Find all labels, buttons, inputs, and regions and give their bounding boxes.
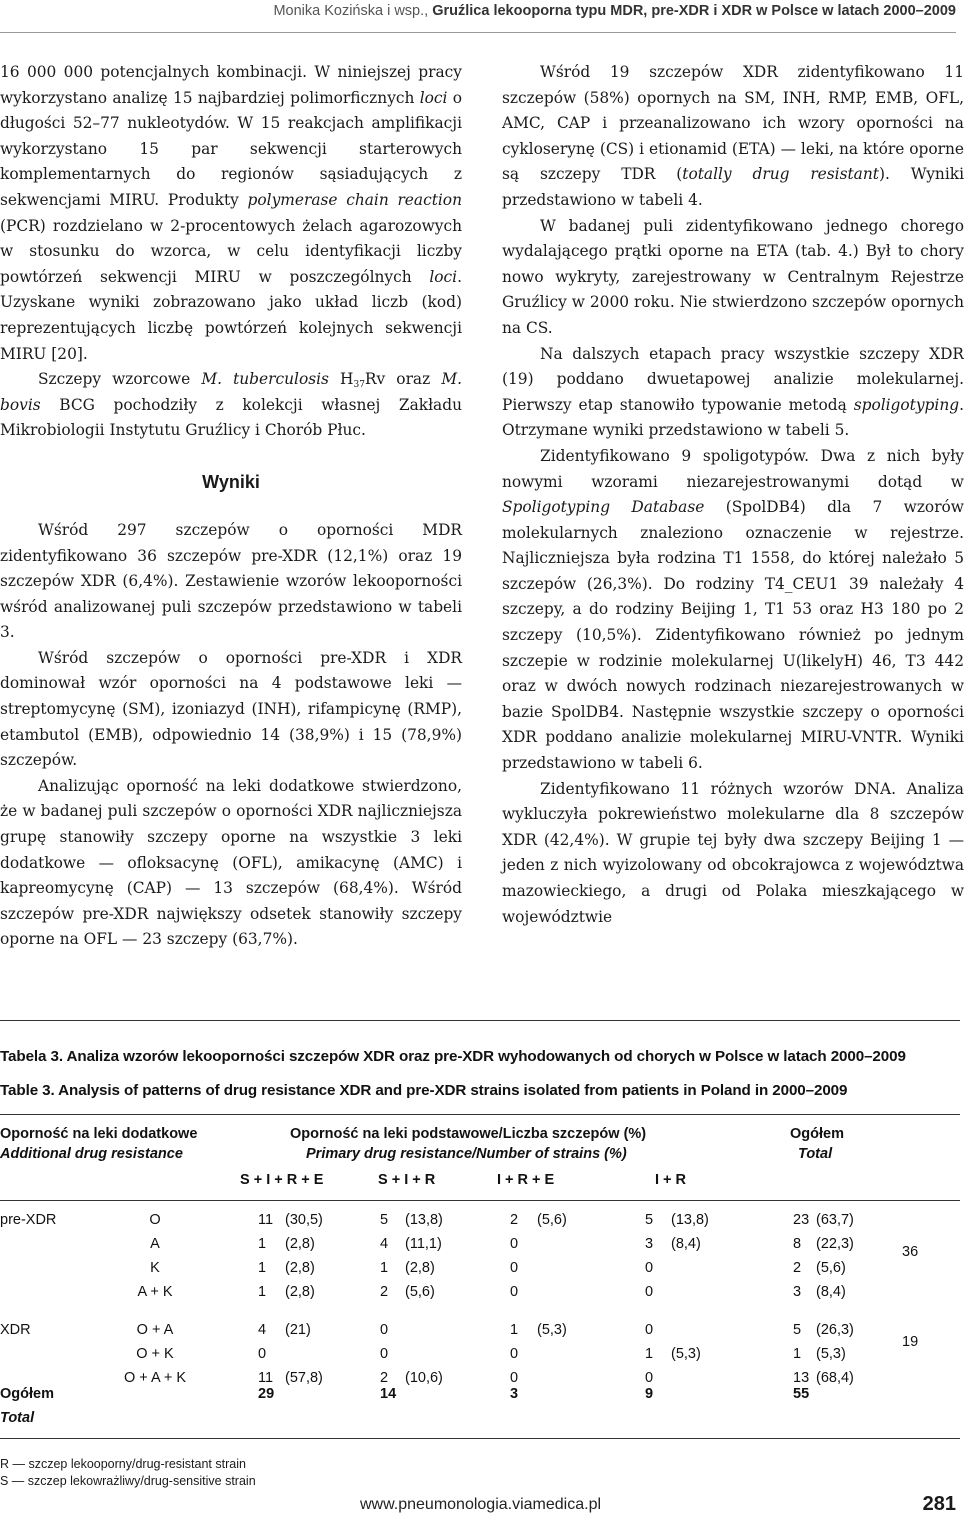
table-cell-tn: 2 bbox=[793, 1260, 802, 1276]
table-cell-c1n: 4 bbox=[258, 1322, 267, 1338]
table-cell-c1p: (2,8) bbox=[285, 1260, 315, 1276]
text-run: . Otrzymane wyniki przedstawiono w tabeli 5. bbox=[502, 395, 964, 440]
table-cell-drug: O + A + K bbox=[123, 1370, 187, 1386]
running-head bbox=[0, 0, 956, 22]
table-cell-c1n: 0 bbox=[258, 1346, 267, 1362]
table-cell-c1n: 11 bbox=[258, 1370, 274, 1386]
italic-run: loci bbox=[429, 267, 458, 286]
table-cell-c4n: 5 bbox=[645, 1212, 654, 1228]
right-paragraph-2: W badanej puli zidentyfikowano jednego chorego wydalającego prątki oporne na ETA (tab. 4.) Był to chory nowo wykryty, zarejestrowany w Centralnym Rejestrze Gruźlicy w 2000 roku. Nie stwierdzono szczepów opornych na CS. bbox=[502, 216, 964, 337]
total-cell-all: 55 bbox=[793, 1386, 810, 1402]
text-run: Rv oraz bbox=[364, 370, 442, 389]
table-cell-c1n: 1 bbox=[258, 1284, 267, 1300]
text-run: Szczepy wzorcowe bbox=[38, 370, 202, 389]
text-run: BCG pochodziły z kolekcji własnej Zakładu Mikrobiologii Instytutu Gruźlicy i Chorób Płuc. bbox=[0, 395, 462, 440]
table-cell-tp: (8,4) bbox=[816, 1284, 846, 1300]
italic-run: M. tuberculosis bbox=[201, 370, 329, 389]
section-heading: Wyniki bbox=[202, 471, 260, 492]
table-cell-c2p: (11,1) bbox=[405, 1236, 442, 1252]
table-cell-tn: 13 bbox=[793, 1370, 810, 1386]
table-cell-tn: 1 bbox=[793, 1346, 802, 1362]
table-cell-c2p: (5,6) bbox=[405, 1284, 435, 1300]
pre-xdr-group-total: 36 bbox=[902, 1244, 919, 1260]
footnotes bbox=[0, 1456, 256, 1490]
table-cell-c2n: 0 bbox=[380, 1346, 389, 1362]
left-paragraph-3: Wśród 297 szczepów o oporności MDR zidentyfikowano 36 szczepów pre-XDR (12,1%) oraz 19 szczepów XDR (6,4%). Zestawienie wzorów lekooporności wśród analizowanej puli szczepów przedstawiono w tabeli 3. bbox=[0, 520, 462, 642]
table-cell-drug: K bbox=[150, 1260, 160, 1276]
right-paragraph-5: Zidentyfikowano 11 różnych wzorów DNA. Analiza wykluczyła pokrewieństwo molekularne dla 8 szczepów XDR (42,4%). W grupie tej były dwa szczepy Beijing 1 — jeden z nich wyizolowany od obcokrajowca z województwa mazowieckiego, a drugi od Polaka mieszkającego w województwie bbox=[502, 779, 964, 926]
header-additional-pl: Oporność na leki dodatkowe bbox=[0, 1126, 198, 1142]
subheader-ire: I + R + E bbox=[497, 1172, 555, 1188]
table-cell-c4n: 0 bbox=[645, 1284, 654, 1300]
xdr-group-total: 19 bbox=[902, 1334, 919, 1350]
table-cell-c1p: (21) bbox=[285, 1322, 311, 1338]
table-cell-c1n: 11 bbox=[258, 1212, 274, 1228]
total-row-label-pl: Ogółem bbox=[0, 1386, 54, 1402]
header-total-en: Total bbox=[798, 1146, 833, 1162]
text-run: Wśród 19 szczepów XDR zidentyfikowano 11 szczepów (58%) opornych na SM, INH, RMP, EMB, OFL, AMC, CAP i przeanalizowano ich wzory oporności na cykloserynę (CS) i etionamid (ETA) — leki, na które oporne są szczepy TDR ( bbox=[502, 63, 964, 184]
table-bottom-rule bbox=[0, 1438, 960, 1439]
table-cell-c4p: (8,4) bbox=[671, 1236, 701, 1252]
table-cell-tp: (63,7) bbox=[816, 1212, 854, 1228]
table-cell-c3n: 0 bbox=[510, 1284, 519, 1300]
left-paragraph-2 bbox=[0, 367, 462, 444]
table-cell-c3n: 0 bbox=[510, 1370, 519, 1386]
header-primary-en: Primary drug resistance/Number of strains (%) bbox=[306, 1146, 627, 1162]
table-cell-c2n: 1 bbox=[380, 1260, 389, 1276]
left-paragraph-1 bbox=[0, 60, 462, 367]
table-cell-c4n: 3 bbox=[645, 1236, 654, 1252]
table-cell-drug: A + K bbox=[137, 1284, 173, 1300]
table-cell-c1p: (2,8) bbox=[285, 1236, 315, 1252]
table-cell-tn: 5 bbox=[793, 1322, 802, 1338]
table-cell-c3n: 0 bbox=[510, 1260, 519, 1276]
table-caption-pl: Tabela 3. Analiza wzorów lekooporności szczepów XDR oraz pre-XDR wyhodowanych od chorych w Polsce w latach 2000–2009 bbox=[0, 1048, 906, 1065]
table-cell-c2p: (13,8) bbox=[405, 1212, 443, 1228]
table-cell-tp: (68,4) bbox=[816, 1370, 854, 1386]
table-cell-c4n: 0 bbox=[645, 1322, 654, 1338]
italic-run: polymerase chain reaction bbox=[247, 190, 462, 209]
table-cell-c3n: 0 bbox=[510, 1236, 519, 1252]
table-cell-tn: 3 bbox=[793, 1284, 802, 1300]
table-cell-c2n: 2 bbox=[380, 1370, 389, 1386]
running-head-title: Gruźlica lekooporna typu MDR, pre-XDR i XDR w Polsce w latach 2000–2009 bbox=[432, 3, 956, 19]
left-paragraph-4: Wśród szczepów o oporności pre-XDR i XDR dominował wzór oporności na 4 podstawowe leki — streptomycynę (SM), izoniazyd (INH), rifampicynę (RMP), etambutol (EMB), odpowiednio 14 (38,9%) i 15 (78,9%) szczepów. bbox=[0, 648, 462, 770]
italic-run: M. bovis bbox=[0, 370, 462, 414]
table-cell-c2n: 5 bbox=[380, 1212, 389, 1228]
text-run: o długości 52–77 nukleotydów. W 15 reakcjach amplifikacji wykorzystano 15 par sekwencji starterowych komplementarnych do regionów sąsiadujących z sekwencjami MIRU. Produkty bbox=[0, 88, 462, 209]
table-cell-c3p: (5,6) bbox=[537, 1212, 567, 1228]
right-paragraph-3 bbox=[502, 342, 964, 444]
italic-run: loci bbox=[419, 88, 448, 107]
table-cell-c1n: 1 bbox=[258, 1260, 267, 1276]
left-paragraph-5: Analizując oporność na leki dodatkowe stwierdzono, że w badanej puli szczepów o oporności XDR najliczniejsza grupę stanowiły szczepy oporne na wszystkie 3 leki dodatkowe — ofloksacynę (OFL), amikacynę (AMC) i kapreomycynę (CAP) — 13 szczepów (68,4%). Wśród szczepów pre-XDR największy odsetek stanowiły szczepy oporne na OFL — 23 szczepy (63,7%). bbox=[0, 776, 462, 949]
right-paragraph-4 bbox=[502, 444, 964, 777]
text-run: ). Wyniki przedstawiono w tabeli 4. bbox=[502, 165, 964, 209]
italic-run: Spoligotyping Database bbox=[502, 498, 705, 517]
table-cell-tp: (5,3) bbox=[816, 1346, 846, 1362]
table-cell-drug: O + A bbox=[136, 1322, 174, 1338]
table-cell-c2p: (2,8) bbox=[405, 1260, 435, 1276]
subheader-sir: S + I + R bbox=[378, 1172, 436, 1188]
table-cell-c1p: (2,8) bbox=[285, 1284, 315, 1300]
text-run: (SpolDB4) dla 7 wzorów molekularnych znaleziono oznaczenie w rejestrze. Najliczniejsza była rodzina T1 1558, do której należało 5 szczepów (26,3%). Do rodziny T4_CEU1 39 należały 4 szczepy, a do rodziny Beijing 1, T1 53 oraz H3 180 po 2 szczepy (10,5%). Zidentyfikowano również po jednym szczepie w rodzinie molekularnej U(likelyH) 46, T3 442 oraz w dwóch nowych rodzinach niezarejestrowanych w bazie SpolDB4. Następnie wszystkie szczepy o oporności XDR poddano analizie molekularnej MIRU-VNTR. Wyniki przedstawiono w tabeli 6. bbox=[502, 498, 964, 773]
table-caption-rule bbox=[0, 1114, 960, 1115]
table-cell-c2n: 4 bbox=[380, 1236, 389, 1252]
table-cell-c1p: (57,8) bbox=[285, 1370, 323, 1386]
header-additional-en: Additional drug resistance bbox=[0, 1146, 183, 1162]
total-row-label-en: Total bbox=[0, 1410, 35, 1426]
table-cell-drug: O bbox=[149, 1212, 161, 1228]
text-run: H bbox=[328, 370, 354, 389]
table-cell-c4p: (5,3) bbox=[671, 1346, 701, 1362]
right-column bbox=[502, 60, 964, 930]
table-cell-c4p: (13,8) bbox=[671, 1212, 709, 1228]
table-caption-en: Table 3. Analysis of patterns of drug resistance XDR and pre-XDR strains isolated from patients in Poland in 2000–2009 bbox=[0, 1082, 848, 1099]
table-cell-c3n: 1 bbox=[510, 1322, 519, 1338]
header-primary-pl: Oporność na leki podstawowe/Liczba szczepów (%) bbox=[290, 1126, 647, 1142]
table-cell-c2p: (10,6) bbox=[405, 1370, 443, 1386]
table-header-rule bbox=[0, 1200, 960, 1201]
footnote-s: S — szczep lekowrażliwy/drug-sensitive strain bbox=[0, 1474, 256, 1488]
table-cell-drug: O + K bbox=[136, 1346, 174, 1362]
italic-run: spoligotyping bbox=[853, 395, 960, 414]
text-run: Na dalszych etapach pracy wszystkie szczepy XDR (19) poddano dwuetapowej analizie molekularnej. Pierwszy etap stanowiło typowanie metodą bbox=[502, 344, 964, 414]
header-divider bbox=[0, 32, 956, 33]
table-top-rule bbox=[0, 1020, 960, 1021]
table-cell-c4n: 0 bbox=[645, 1260, 654, 1276]
table-cell-c4n: 1 bbox=[645, 1346, 654, 1362]
table-cell-c1p: (30,5) bbox=[285, 1212, 323, 1228]
table-cell-c4n: 0 bbox=[645, 1370, 654, 1386]
table-cell-c2n: 0 bbox=[380, 1322, 389, 1338]
total-cell-sir: 14 bbox=[380, 1386, 397, 1402]
table-cell-c3n: 2 bbox=[510, 1212, 519, 1228]
text-run: Zidentyfikowano 9 spoligotypów. Dwa z nich były nowymi wzorami niezarejestrowanymi dotąd w bbox=[502, 446, 964, 491]
header-total-pl: Ogółem bbox=[790, 1126, 844, 1142]
table-cell-c2n: 2 bbox=[380, 1284, 389, 1300]
table-cell-tp: (26,3) bbox=[816, 1322, 854, 1338]
table-cell-c3n: 0 bbox=[510, 1346, 519, 1362]
text-run: . Uzyskane wyniki zobrazowano jako układ liczb (kod) reprezentujących liczbę powtórzeń kolejnych sekwencji MIRU [20]. bbox=[0, 267, 462, 363]
text-run: (PCR) rozdzielano w 2-procentowych żelach agarozowych w stosunku do wzorca, w celu identyfikacji liczby powtórzeń sekwencji MIRU w poszczególnych bbox=[0, 216, 462, 286]
text-run: 16 000 000 potencjalnych kombinacji. W niniejszej pracy wykorzystano analizę 15 najbardziej polimorficznych bbox=[0, 63, 462, 107]
italic-run: totally drug resistant bbox=[682, 165, 879, 184]
footnote-r: R — szczep lekooporny/drug-resistant strain bbox=[0, 1457, 246, 1471]
table-cell-c3p: (5,3) bbox=[537, 1322, 567, 1338]
page-number: 281 bbox=[922, 1493, 956, 1515]
table-cell-tp: (5,6) bbox=[816, 1260, 846, 1276]
subheader-ir: I + R bbox=[655, 1172, 687, 1188]
subscript: 37 bbox=[353, 380, 365, 391]
table-cell-c1n: 1 bbox=[258, 1236, 267, 1252]
total-cell-sire: 29 bbox=[258, 1386, 275, 1402]
table-cell-group: XDR bbox=[0, 1322, 31, 1338]
total-cell-ire: 3 bbox=[510, 1386, 519, 1402]
left-column bbox=[0, 60, 462, 953]
table-cell-tn: 23 bbox=[793, 1212, 810, 1228]
table-cell-tn: 8 bbox=[793, 1236, 802, 1252]
subheader-sire: S + I + R + E bbox=[240, 1172, 324, 1188]
running-head-authors: Monika Kozińska i wsp., bbox=[273, 3, 429, 19]
total-cell-ir: 9 bbox=[645, 1386, 654, 1402]
table-cell-drug: A bbox=[150, 1236, 160, 1252]
journal-url[interactable]: www.pneumonologia.viamedica.pl bbox=[360, 1496, 602, 1513]
table-cell-group: pre-XDR bbox=[0, 1212, 57, 1228]
table-cell-tp: (22,3) bbox=[816, 1236, 854, 1252]
right-paragraph-1 bbox=[502, 60, 964, 214]
